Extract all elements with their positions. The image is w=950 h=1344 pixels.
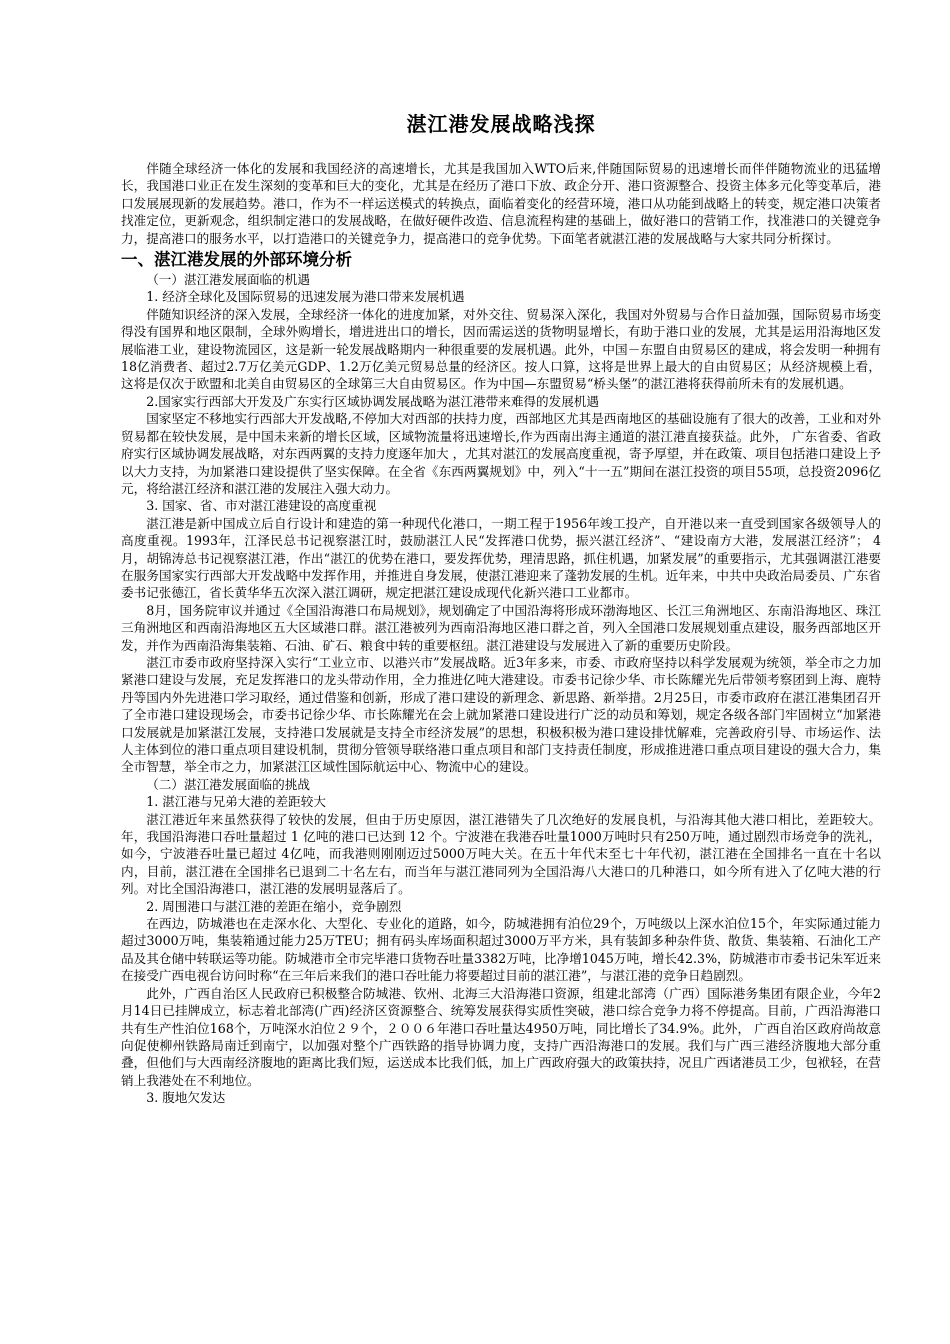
paragraph: 国家坚定不移地实行西部大开发战略,不停加大对西部的扶持力度，西部地区尤其是西南地区的基础设施有了很大的改善，工业和对外贸易都在较快发展，是中国未来新的增长区域，区域物流量将迅速增长,作为西南出海主通道的湛江港直接获益。此外， 广东省委、省政府实行区域协调发展战略，对东西两翼的支持力度逐年加大 ，尤其对湛江的发展高度重视，寄予厚望，并在政策、项目包括港口建设上予以大力支持，为加紧港口建设提供了坚实保障。在全省《东西两翼规划》中，列入“十一五”期间在湛江投资的项目55项，总投资2096亿元，将给湛江经济和湛江港的发展注入强大动力。 — [121, 411, 881, 496]
paragraph: 伴随知识经济的深入发展，全球经济一体化的进度加紧，对外交往、贸易深入深化，我国对外贸易与合作日益加强，国际贸易市场变得没有国界和地区限制，全球外购增长，增进进出口的增长，因而需运送的货物明显增长，有助于港口业的发展，尤其是运用沿海地区发展临港工业，建设物流园区，这是新一轮发展战略期内一种很重要的发展机遇。此外，中国－东盟自由贸易区的建成，将会发明一种拥有18亿消费者、超过2.7万亿美元GDP、1.2万亿美元贸易总量的经济区。按人口算，这将是世界上最大的自由贸易区；从经济规模上看，这将是仅次于欧盟和北美自由贸易区的全球第三大自由贸易区。作为中国—东盟贸易“桥头堡”的湛江港将获得前所未有的发展机遇。 — [121, 306, 881, 392]
paragraph: 湛江市委市政府坚持深入实行“工业立市、以港兴市”发展战略。近3年多来，市委、市政府坚持以科学发展观为统领，举全市之力加紧港口建设与发展，充足发挥港口的龙头带动作用，全力推进亿吨大港建设。市委书记徐少华、市长陈耀光先后带领考察团到上海、鹿特丹等国内外先进港口学习取经，通过借鉴和创新，形成了港口建设的新理念、新思路、新举措。2月25日，市委市政府在湛江港集团召开了全市港口建设现场会，市委书记徐少华、市长陈耀光在会上就加紧港口建设进行广泛的动员和筹划，规定各级各部门牢固树立“加紧港口发展就是加紧湛江发展，支持港口发展就是支持全市经济发展”的思想，积极积极为港口建设排忧解难，完善政府引导、市场运作、法人主体到位的港口重点项目建设机制，贯彻分管领导联络港口重点项目和部门支持责任制度，形成推进港口重点项目建设的强大合力，集全市智慧，举全市之力，加紧湛江区域性国际航运中心、物流中心的建设。 — [121, 654, 881, 775]
section-1-heading: 一、湛江港发展的外部环境分析 — [121, 250, 352, 270]
paragraph: 8月，国务院审议并通过《全国沿海港口布局规划》，规划确定了中国沿海将形成环渤海地区、长江三角洲地区、东南沿海地区、珠江三角洲地区和西南沿海地区五大区域港口群。湛江港被列为西南沿海地区港口群之首，列入全国港口发展规划重点建设，服务西部地区开发，并作为西南沿海集装箱、石油、矿石、粮食中转的重要枢纽。湛江港建设与发展进入了新的重要历史阶段。 — [121, 602, 881, 653]
document-page — [121, 110, 881, 1107]
item-2-1-heading: 1. 湛江港与兄弟大港的差距较大 — [146, 794, 326, 810]
intro-paragraph: 伴随全球经济一体化的发展和我国经济的高速增长，尤其是我国加入WTO后来,伴随国际贸易的迅速增长而伴伴随物流业的迅猛增长，我国港口业正在发生深刻的变革和巨大的变化，尤其是在经历了港口下放、政企分开、港口资源整合、投资主体多元化等变革后，港口发展展现新的发展趋势。港口，作为不一样运送模式的转换点，面临着变化的经营环境，港口从功能到战略上的转变，规定港口决策者找准定位，更新观念，组织制定港口的发展战略，在做好硬件改造、信息流程构建的基础上，做好港口的营销工作，找准港口的关键竞争力，提高港口的服务水平，以打造港口的关键竞争力，提高港口的竞争优势。下面笔者就湛江港的发展战略与大家共同分析探讨。 — [121, 161, 881, 246]
item-1-2-heading: 2.国家实行西部大开发及广东实行区域协调发展战略为湛江港带来难得的发展机遇 — [146, 393, 599, 409]
item-2-3-heading: 3. 腹地欠发达 — [146, 1090, 226, 1106]
item-1-3-heading: 3. 国家、省、市对湛江港建设的高度重视 — [146, 498, 377, 514]
paragraph: 湛江港近年来虽然获得了较快的发展，但由于历史原因，湛江港错失了几次绝好的发展良机，与沿海其他大港口相比，差距较大。 年，我国沿海港口吞吐量超过 1 亿吨的港口已达到 12 个。宁波港在我港吞吐量1000万吨时只有250万吨，通过剧烈市场竞争的洗礼，如今，宁波港吞吐量已超过 4亿吨，而我港则刚刚迈过5000万吨大关。在五十年代末至七十年代初，湛江港在全国排名一直在十名以内，目前，湛江港在全国排名已退到二十名左右，而当年与湛江港同列为全国沿海八大港口的几种港口，如今所有进入了亿吨大港的行列。对比全国沿海港口，湛江港的发展明显落后了。 — [121, 811, 881, 897]
subsection-2-heading: （二）湛江港发展面临的挑战 — [146, 776, 310, 792]
paragraph: 湛江港是新中国成立后自行设计和建造的第一种现代化港口，一期工程于1956年竣工投产，自开港以来一直受到国家各级领导人的高度重视。1993年，江泽民总书记视察湛江时，鼓励湛江人民“发挥港口优势，振兴湛江经济”、“建设南方大港，发展湛江经济”； 4月，胡锦涛总书记视察湛江港，作出“湛江的优势在港口，要发挥优势，理清思路，抓住机遇，加紧发展”的重要指示，尤其强调湛江港要在服务国家实行西部大开发战略中发挥作用，并推进自身发展，使湛江港迎来了蓬勃发展的生机。近年来，中共中央政治局委员、广东省委书记张德江，省长黄华华五次深入湛江调研，规定把湛江建设成现代化新兴港口工业都市。 — [121, 515, 881, 601]
document-title: 湛江港发展战略浅探 — [406, 112, 596, 136]
item-2-2-heading: 2. 周围港口与湛江港的差距在缩小，竞争剧烈 — [146, 898, 402, 914]
subsection-1-heading: （一）湛江港发展面临的机遇 — [146, 272, 310, 288]
paragraph: 在西边，防城港也在走深水化、大型化、专业化的道路，如今，防城港拥有泊位29个，万吨级以上深水泊位15个，年实际通过能力超过3000万吨，集装箱通过能力25万TEU；拥有码头库场面积超过3000万平方米，具有装卸多种杂件货、散货、集装箱、石油化工产品及其仓储中转联运等功能。防城港市全市完毕港口货物吞吐量3382万吨，比净增1045万吨，增长42.3%，防城港市市委书记朱军近来在接受广西电视台访问时称“在三年后来我们的港口吞吐能力将要超过目前的湛江港”，与湛江港的竞争日趋剧烈。 — [121, 916, 881, 984]
item-1-1-heading: 1. 经济全球化及国际贸易的迅速发展为港口带来发展机遇 — [146, 289, 465, 305]
paragraph: 此外，广西自治区人民政府已积极整合防城港、钦州、北海三大沿海港口资源，组建北部湾（广西）国际港务集团有限企业，今年2月14日已挂牌成立，标志着北部湾(广西)经济区资源整合、统筹发展获得实质性突破，港口综合竞争力将不停提高。目前，广西沿海港口共有生产性泊位168个，万吨深水泊位２９个，２００６年港口吞吐量达4950万吨，同比增长了34.9%。此外， 广西自治区政府尚故意向促使柳州铁路局南迁到南宁，以加强对整个广西铁路的指导协调力度，支持广西沿海港口的发展。我们与广西三港经济腹地大部分重叠，但他们与大西南经济腹地的距离比我们短，运送成本比我们低，加上广西政府强大的政策扶持，况且广西诸港员工少，包袱轻，在营销上我港处在不利地位。 — [121, 985, 881, 1088]
